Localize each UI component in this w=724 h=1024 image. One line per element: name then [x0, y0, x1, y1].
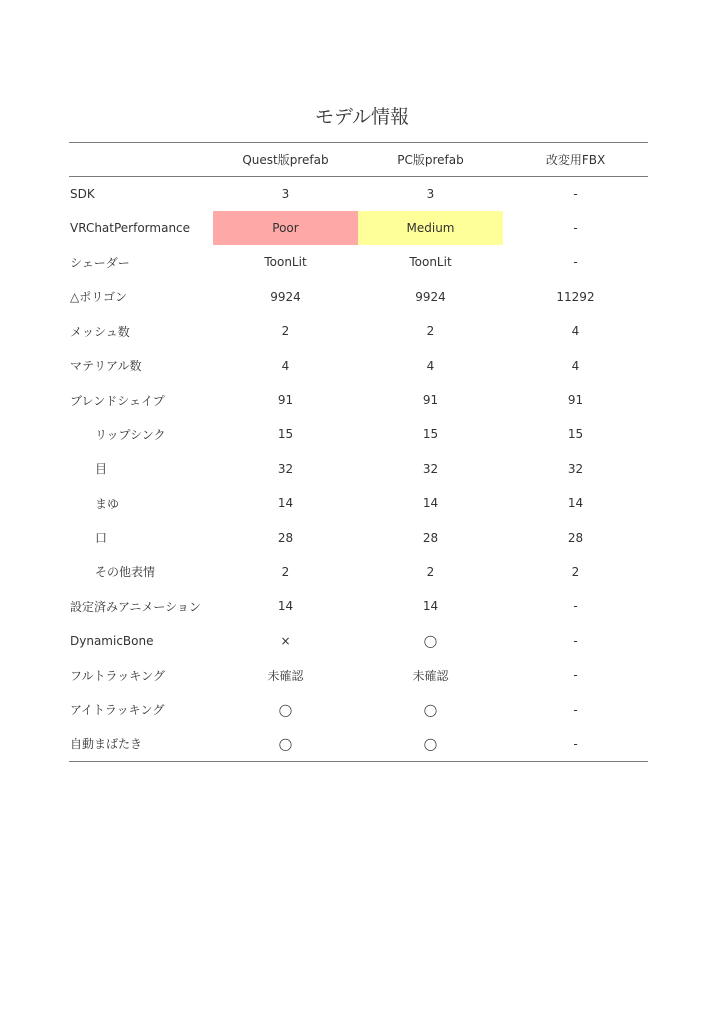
row-label-eye-tracking: アイトラッキング — [70, 703, 165, 718]
table-cell: 14 — [277, 496, 294, 511]
table-cell: ◯ — [278, 702, 293, 717]
table-row — [69, 624, 648, 658]
table-row — [69, 555, 648, 589]
table-cell: - — [573, 633, 578, 648]
table-cell: 91 — [567, 393, 584, 408]
table-cell: 4 — [281, 358, 290, 373]
row-label-full-tracking: フルトラッキング — [70, 668, 165, 683]
table-cell: - — [573, 736, 578, 751]
row-label-sdk: SDK — [70, 186, 95, 201]
row-label-blendshapes: ブレンドシェイプ — [70, 393, 165, 408]
table-cell: - — [573, 702, 578, 717]
performance-poor-cell: Poor — [213, 211, 358, 245]
table-cell: 9924 — [415, 289, 446, 304]
header-blank — [69, 143, 213, 177]
header-quest-prefab: Quest版prefab — [242, 153, 329, 167]
table-cell: 15 — [277, 427, 294, 442]
row-label-lipsync: リップシンク — [95, 427, 166, 442]
row-label-mesh-count: メッシュ数 — [70, 324, 130, 339]
table-row — [69, 658, 648, 692]
table-cell: 15 — [567, 427, 584, 442]
table-cell: 91 — [422, 393, 439, 408]
table-cell: 28 — [567, 530, 584, 545]
row-label-mouth: 口 — [95, 531, 108, 546]
table-row — [69, 348, 648, 382]
table-cell: 2 — [426, 564, 435, 579]
table-row — [69, 177, 648, 211]
row-label-auto-blink: 自動まばたき — [70, 737, 143, 752]
table-cell: ◯ — [278, 736, 293, 751]
page-title: モデル情報 — [314, 106, 410, 128]
row-label-shader: シェーダー — [70, 255, 130, 270]
table-row — [69, 417, 648, 451]
table-row — [69, 245, 648, 279]
table-row — [69, 520, 648, 554]
table-cell: 2 — [281, 324, 290, 339]
table-cell: 4 — [571, 358, 580, 373]
table-cell: 4 — [426, 358, 435, 373]
table-cell: 2 — [571, 564, 580, 579]
table-cell: ToonLit — [409, 255, 452, 270]
table-cell: 15 — [422, 427, 439, 442]
table-cell: × — [280, 633, 291, 648]
table-cell: 未確認 — [412, 668, 449, 683]
table-cell: 3 — [426, 186, 435, 201]
table-row — [69, 452, 648, 486]
table-cell: ◯ — [423, 702, 438, 717]
row-label-material-count: マテリアル数 — [70, 359, 142, 374]
table-row — [69, 589, 648, 623]
table-row — [69, 280, 648, 314]
table-cell: 4 — [571, 324, 580, 339]
table-header-row — [69, 143, 648, 177]
table-row — [69, 211, 648, 245]
table-cell: 14 — [277, 599, 294, 614]
table-cell: 14 — [422, 496, 439, 511]
table-cell: 91 — [277, 393, 294, 408]
performance-medium-cell: Medium — [358, 211, 503, 245]
table-cell: - — [573, 186, 578, 201]
table-cell: 14 — [422, 599, 439, 614]
table-cell: 2 — [281, 564, 290, 579]
table-cell: 3 — [281, 186, 290, 201]
table-cell: - — [573, 668, 578, 683]
table-cell: 11292 — [556, 289, 595, 304]
table-cell: - — [573, 255, 578, 270]
table-cell: ◯ — [423, 736, 438, 751]
row-label-performance: VRChatPerformance — [70, 221, 191, 236]
row-label-eyes: 目 — [95, 462, 108, 477]
table-cell: 28 — [277, 530, 294, 545]
table-cell: - — [573, 599, 578, 614]
table-cell: 28 — [422, 530, 439, 545]
table-row — [69, 383, 648, 417]
table-cell: - — [573, 221, 578, 236]
table-row — [69, 486, 648, 520]
table-cell: 2 — [426, 324, 435, 339]
table-cell: 9924 — [270, 289, 301, 304]
table-cell: 32 — [567, 461, 584, 476]
table-row — [69, 692, 648, 726]
table-cell: 32 — [422, 461, 439, 476]
header-pc-prefab: PC版prefab — [397, 153, 464, 167]
table-row — [69, 314, 648, 348]
row-label-dynamicbone: DynamicBone — [70, 633, 154, 648]
table-cell: 未確認 — [267, 668, 304, 683]
model-info-table — [69, 142, 648, 762]
table-cell: 32 — [277, 461, 294, 476]
row-label-eyebrows: まゆ — [95, 496, 120, 511]
row-label-animations: 設定済みアニメーション — [70, 599, 201, 614]
table-cell: ToonLit — [264, 255, 307, 270]
table-row — [69, 727, 648, 761]
row-label-other-expressions: その他表情 — [95, 565, 156, 580]
row-label-polygons: △ポリゴン — [70, 290, 127, 305]
header-fbx: 改変用FBX — [545, 153, 606, 167]
table-cell: ◯ — [423, 633, 438, 648]
table-cell: 14 — [567, 496, 584, 511]
